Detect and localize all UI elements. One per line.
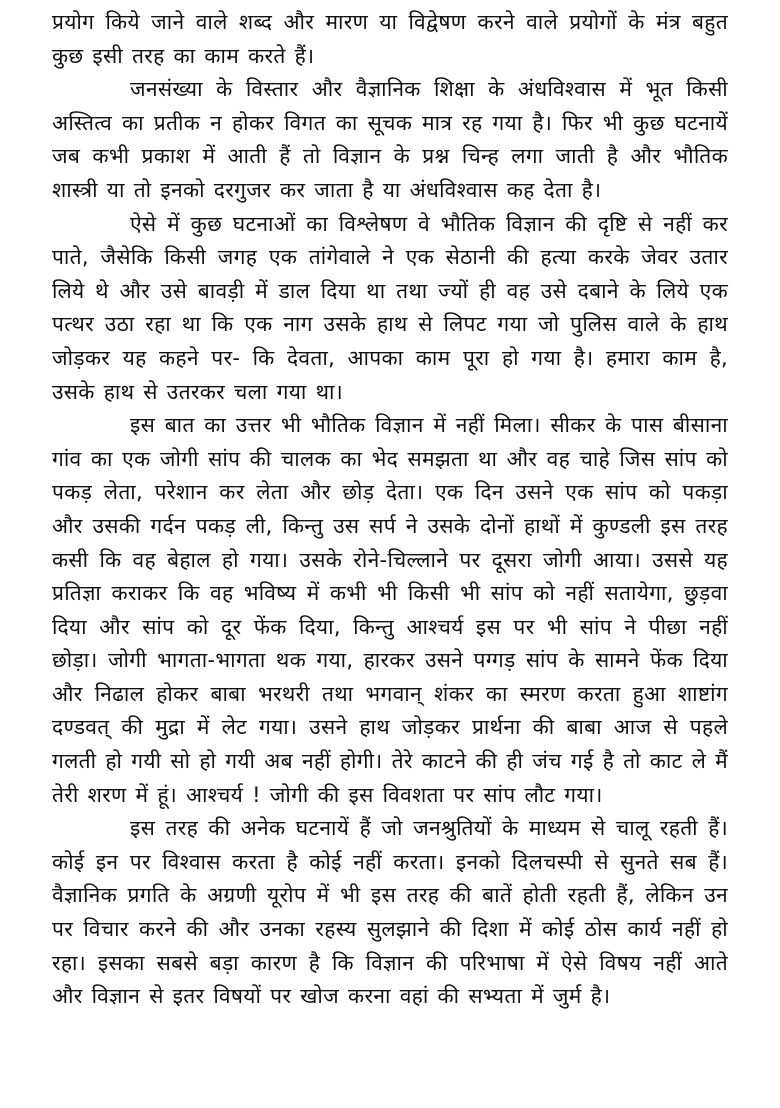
paragraph-2: जनसंख्या के विस्तार और वैज्ञानिक शिक्षा के अंधविश्वास में भूत किसी अस्तित्व का प्रतीक न होकर विगत का सूचक मात्र रह गया है। फिर भी कुछ घटनायें जब कभी प्रकाश में आती हैं तो विज्ञान के प्रश्न चिन्ह लगा जाती है और भौतिक शास्त्री या तो इनको दरगुजर कर जाता है या अंधविश्वास कह देता है।: [52, 77, 728, 202]
paragraph-3: ऐसे में कुछ घटनाओं का विश्लेषण वे भौतिक विज्ञान की दृष्टि से नहीं कर पाते, जैसेकि किसी जगह एक तांगेवाले ने एक सेठानी की हत्या करके जेवर उतार लिये थे और उसे बावड़ी में डाल दिया था तथा ज्यों ही वह उसे दबाने के लिये एक पत्थर उठा रहा था कि एक नाग उसके हाथ से लिपट गया जो पुलिस वाले के हाथ जोड़कर यह कहने पर- कि देवता, आपका काम पूरा हो गया है। हमारा काम है, उसके हाथ से उतरकर चला गया था।: [52, 211, 728, 404]
paragraph-5: इस तरह की अनेक घटनायें हैं जो जनश्रुतियों के माध्यम से चालू रहती हैं। कोई इन पर विश्वास करता है कोई नहीं करता। इनको दिलचस्पी से सुनते सब हैं। वैज्ञानिक प्रगति के अग्रणी यूरोप में भी इस तरह की बातें होती रहती हैं, लेकिन उन पर विचार करने की और उनका रहस्य सुलझाने की दिशा में कोई ठोस कार्य नहीं हो रहा। इसका सबसे बड़ा कारण है कि विज्ञान की परिभाषा में ऐसे विषय नहीं आते और विज्ञान से इतर विषयों पर खोज करना वहां की सभ्यता में जुर्म है।: [52, 816, 728, 1009]
paragraph-4: इस बात का उत्तर भी भौतिक विज्ञान में नहीं मिला। सीकर के पास बीसाना गांव का एक जोगी सांप की चालक का भेद समझता था और वह चाहे जिस सांप को पकड़ लेता, परेशान कर लेता और छोड़ देता। एक दिन उसने एक सांप को पकड़ा और उसकी गर्दन पकड़ ली, किन्तु उस सर्प ने उसके दोनों हाथों में कुण्डली इस तरह कसी कि वह बेहाल हो गया। उसके रोने-चिल्लाने पर दूसरा जोगी आया। उससे यह प्रतिज्ञा कराकर कि वह भविष्य में कभी भी किसी भी सांप को नहीं सतायेगा, छुड़वा दिया और सांप को दूर फेंक दिया, किन्तु आश्चर्य इस पर भी सांप ने पीछा नहीं छोड़ा। जोगी भागता-भागता थक गया, हारकर उसने पग्गड़ सांप के सामने फेंक दिया और निढाल होकर बाबा भरथरी तथा भगवान् शंकर का स्मरण करता हुआ शाष्टांग दण्डवत् की मुद्रा में लेट गया। उसने हाथ जोड़कर प्रार्थना की बाबा आज से पहले गलती हो गयी सो हो गयी अब नहीं होगी। तेरे काटने की ही जंच गई है तो काट ले मैं तेरी शरण में हूं। आश्चर्य ! जोगी की इस विवशता पर सांप लौट गया।: [52, 413, 728, 807]
paragraph-1: प्रयोग किये जाने वाले शब्द और मारण या विद्वेषण करने वाले प्रयोगों के मंत्र बहुत कुछ इसी तरह का काम करते हैं।: [52, 10, 728, 68]
document-body: [52, 6, 728, 1014]
